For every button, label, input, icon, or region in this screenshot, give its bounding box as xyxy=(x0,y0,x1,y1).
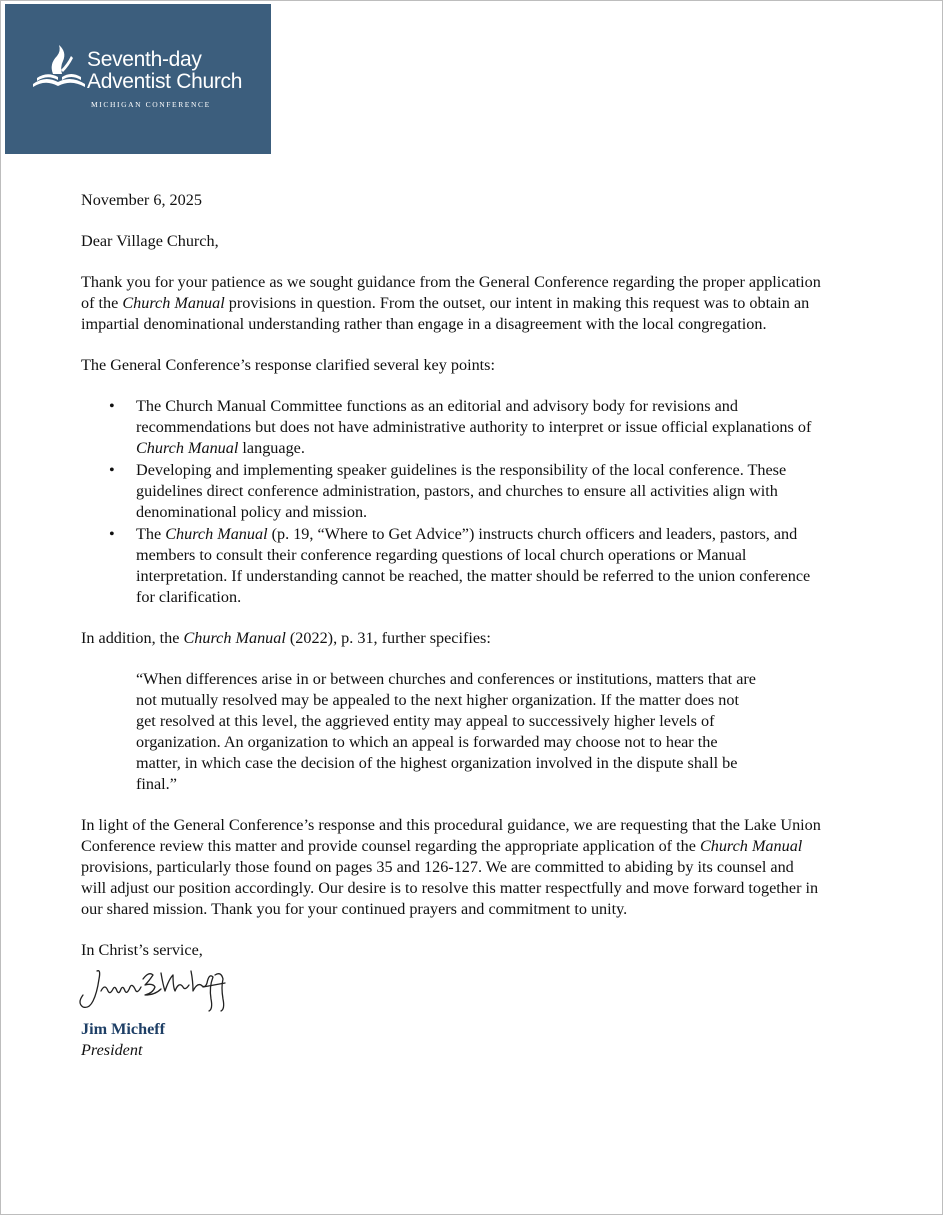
adventist-flame-bible-icon xyxy=(31,44,87,90)
list-item: • The Church Manual (p. 19, “Where to Get Advice”) instructs church officers and leaders, pastors, and members to consult their conference regarding questions of local church operations or Manual interpretation. If understanding cannot be reached, the matter should be referred to the union conference for clarification. xyxy=(136,524,821,608)
closing: In Christ’s service, xyxy=(81,941,203,959)
handwritten-signature xyxy=(75,965,235,1015)
letterhead-line2: Adventist Church xyxy=(87,70,243,93)
paragraph-request: In light of the General Conference’s response and this procedural guidance, we are requesting that the Lake Union Conference review this matter and provide counsel regarding the appropriate application of the Church Manual provisions, particularly those found on pages 35 and 126-127. We are committed to abiding by its counsel and will adjust our position accordingly. Our desire is to resolve this matter respectfully and move forward together in our shared mission. Thank you for your continued prayers and commitment to unity. xyxy=(81,816,821,918)
list-item: • Developing and implementing speaker guidelines is the responsibility of the local conference. These guidelines direct conference administration, pastors, and churches to ensure all activities align with denominational policy and mission. xyxy=(136,460,821,523)
paragraph-citation-lead: In addition, the Church Manual (2022), p. 31, further specifies: xyxy=(81,629,491,647)
letterhead-logo-block xyxy=(5,4,271,154)
letter-body xyxy=(81,190,821,1061)
block-quote: “When differences arise in or between churches and conferences or institutions, matters that are not mutually resolved may be appealed to the next higher organization. If the matter does not get resolved at this level, the aggrieved entity may appeal to successively higher levels of organization. An organization to which an appeal is forwarded may choose not to hear the matter, in which case the decision of the highest organization involved in the dispute shall be final.” xyxy=(136,670,756,793)
paragraph-intro: Thank you for your patience as we sought guidance from the General Conference regarding the proper application of the Church Manual provisions in question. From the outset, our intent in making this request was to obtain an impartial denominational understanding rather than engage in a disagreement with the local congregation. xyxy=(81,273,821,333)
letterhead-subline: MICHIGAN CONFERENCE xyxy=(91,100,211,109)
salutation: Dear Village Church, xyxy=(81,232,219,250)
list-item: • The Church Manual Committee functions as an editorial and advisory body for revisions and recommendations but does not have administrative authority to interpret or issue official explanations of Church Manual language. xyxy=(136,396,821,459)
paragraph-key-points-lead: The General Conference’s response clarified several key points: xyxy=(81,356,495,374)
signer-name: Jim Micheff xyxy=(81,1020,166,1038)
letterhead-line1: Seventh-day xyxy=(87,48,202,71)
signer-title: President xyxy=(81,1041,143,1059)
key-points-list xyxy=(81,396,821,608)
letter-date: November 6, 2025 xyxy=(81,191,202,209)
